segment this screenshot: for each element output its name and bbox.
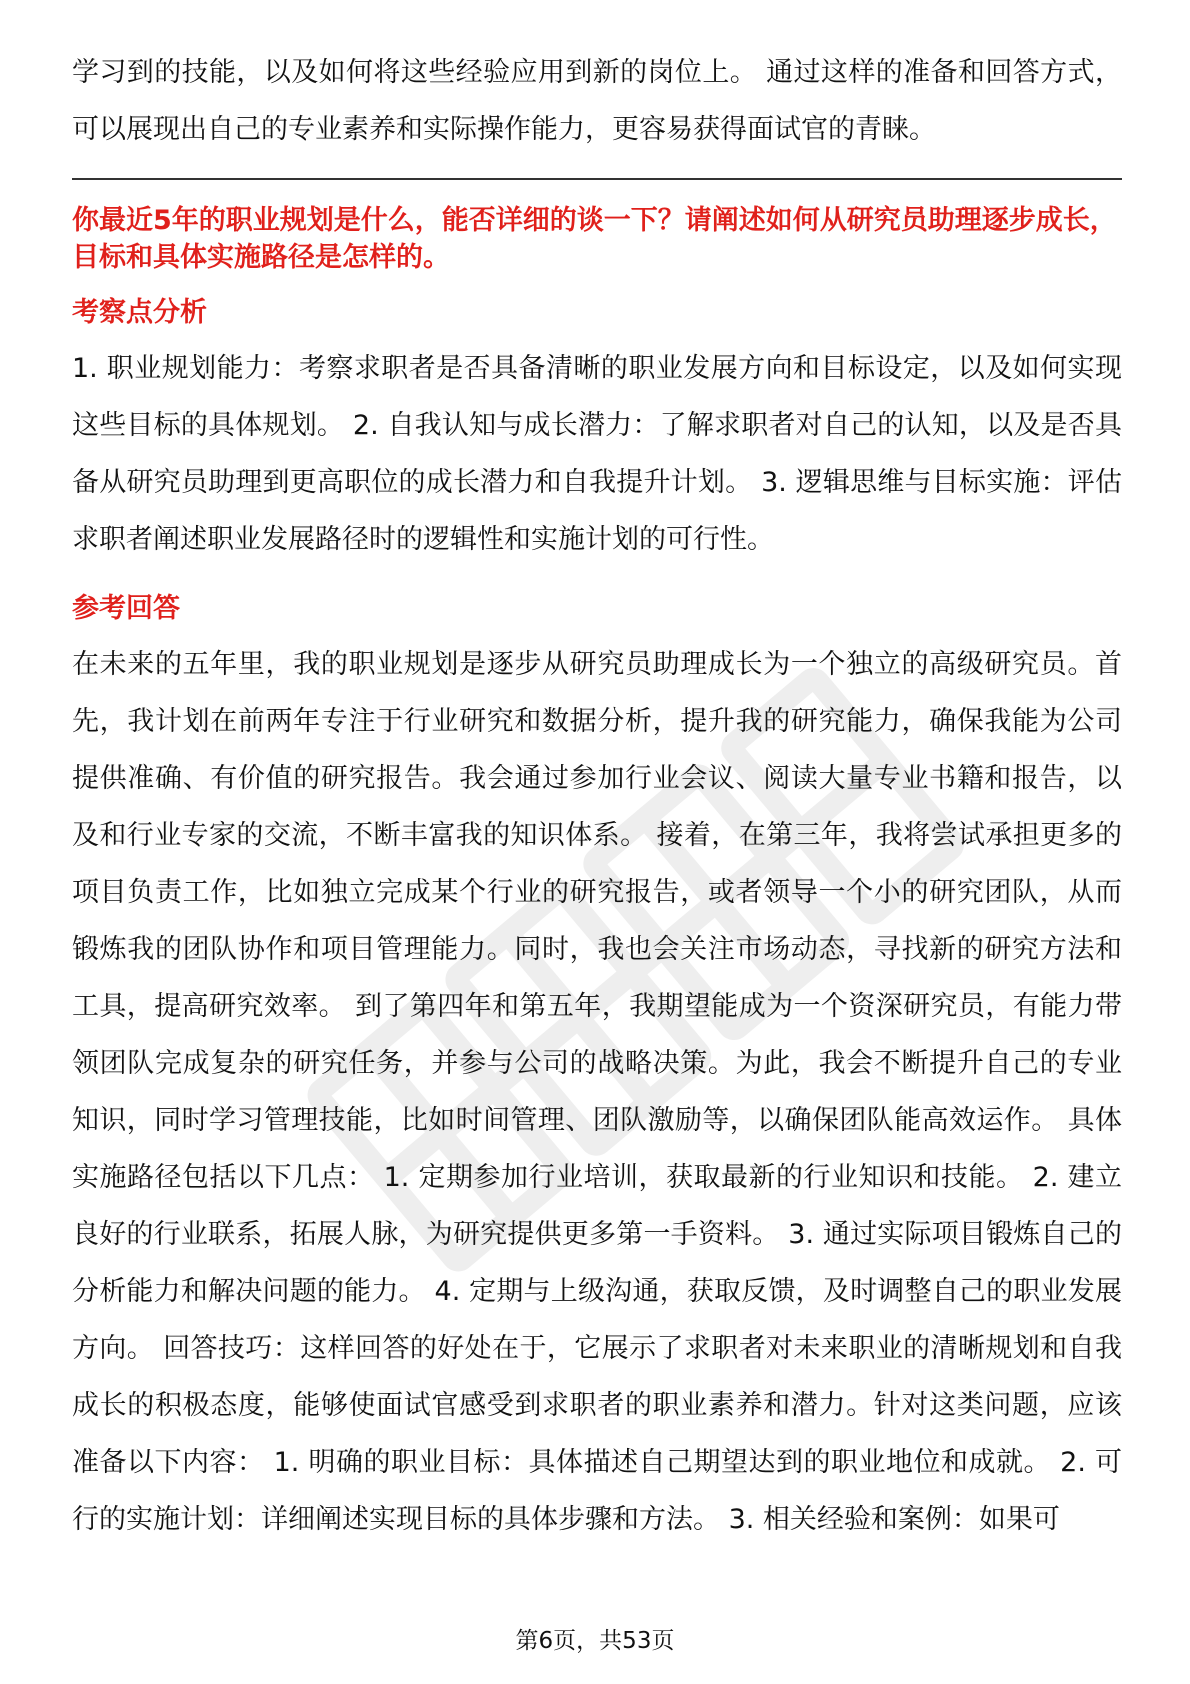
interview-question: 你最近5年的职业规划是什么，能否详细的谈一下？请阐述如何从研究员助理逐步成长，目标和具体实施路径是怎样的。 xyxy=(72,205,1117,273)
page-content xyxy=(72,44,1122,1548)
section-divider xyxy=(72,178,1122,180)
page-number: 第6页，共53页 xyxy=(515,1628,675,1654)
answer-text: 在未来的五年里，我的职业规划是逐步从研究员助理成长为一个独立的高级研究员。首先，我计划在前两年专注于行业研究和数据分析，提升我的研究能力，确保我能为公司提供准确、有价值的研究报告。我会通过参加行业会议、阅读大量专业书籍和报告，以及和行业专家的交流，不断丰富我的知识体系。 接着，在第三年，我将尝试承担更多的项目负责工作，比如独立完成某个行业的研究报告，或者领导一个小的研究团队，从而锻炼我的团队协作和项目管理能力。同时，我也会关注市场动态，寻找新的研究方法和工具，提高研究效率。 到了第四年和第五年，我期望能成为一个资深研究员，有能力带领团队完成复杂的研究任务，并参与公司的战略决策。为此，我会不断提升自己的专业知识，同时学习管理技能，比如时间管理、团队激励等，以确保团队能高效运作。 具体实施路径包括以下几点： 1. 定期参加行业培训，获取最新的行业知识和技能。 2. 建立良好的行业联系，拓展人脉，为研究提供更多第一手资料。 3. 通过实际项目锻炼自己的分析能力和解决问题的能力。 4. 定期与上级沟通，获取反馈，及时调整自己的职业发展方向。 回答技巧：这样回答的好处在于，它展示了求职者对未来职业的清晰规划和自我成长的积极态度，能够使面试官感受到求职者的职业素养和潜力。针对这类问题，应该准备以下内容： 1. 明确的职业目标：具体描述自己期望达到的职业地位和成就。 2. 可行的实施计划：详细阐述实现目标的具体步骤和方法。 3. 相关经验和案例：如果可 xyxy=(72,649,1122,1535)
intro-paragraph: 学习到的技能，以及如何将这些经验应用到新的岗位上。 通过这样的准备和回答方式，可以展现出自己的专业素养和实际操作能力，更容易获得面试官的青睐。 xyxy=(72,57,1122,145)
analysis-text: 1. 职业规划能力：考察求职者是否具备清晰的职业发展方向和目标设定，以及如何实现这些目标的具体规划。 2. 自我认知与成长潜力：了解求职者对自己的认知，以及是否具备从研究员助理到更高职位的成长潜力和自我提升计划。 3. 逻辑思维与目标实施：评估求职者阐述职业发展路径时的逻辑性和实施计划的可行性。 xyxy=(72,353,1122,555)
analysis-heading: 考察点分析 xyxy=(72,297,207,328)
answer-heading: 参考回答 xyxy=(72,593,180,624)
